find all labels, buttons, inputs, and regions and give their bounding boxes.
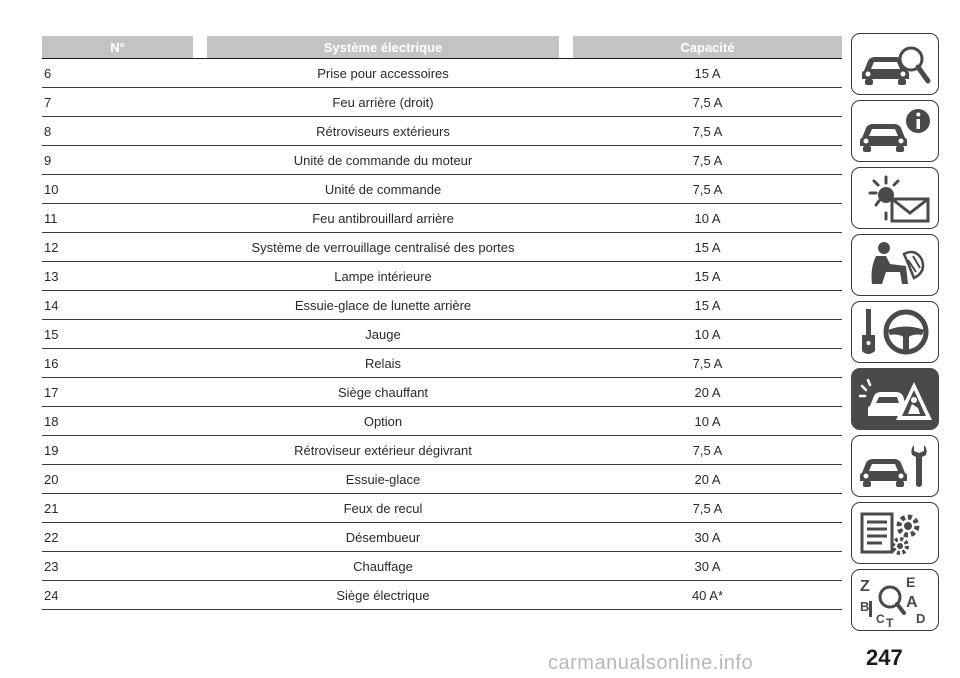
fuse-capacity: 15 A: [694, 239, 721, 255]
header-system: Système électrique: [207, 36, 559, 58]
fuse-system: Siège électrique: [336, 587, 430, 603]
table-header: [42, 36, 842, 58]
fuse-capacity: 7,5 A: [692, 500, 723, 516]
index-letter: C: [876, 612, 885, 626]
fuse-capacity: 40 A*: [691, 587, 724, 603]
fuse-number: 24: [44, 587, 59, 603]
fuse-number: 7: [44, 94, 52, 110]
page-number: 247: [866, 645, 903, 670]
fuse-system: Unité de commande du moteur: [293, 152, 473, 168]
fuse-system: Jauge: [365, 326, 401, 342]
fuse-number: 15: [44, 326, 59, 342]
table-row: [42, 88, 842, 117]
table-row: [42, 320, 842, 349]
table-row: [42, 204, 842, 233]
fuse-capacity: 30 A: [694, 558, 721, 574]
fuse-number: 6: [44, 65, 52, 81]
fuse-number: 8: [44, 123, 52, 139]
fuse-number: 9: [44, 152, 52, 168]
chapter-tab-safety[interactable]: [851, 234, 939, 296]
chapter-tab-emergency[interactable]: [851, 368, 939, 430]
chapter-tab-car-info[interactable]: [851, 100, 939, 162]
fuse-capacity: 7,5 A: [692, 152, 723, 168]
chapter-tab-maintenance[interactable]: [851, 435, 939, 497]
warning-light-message-icon: [856, 171, 934, 225]
table-row: [42, 436, 842, 465]
fuse-system: Lampe intérieure: [334, 268, 432, 284]
chapter-tab-car-search[interactable]: [851, 33, 939, 95]
table-row: [42, 59, 842, 88]
index-letter: B: [860, 599, 870, 614]
table-row: [42, 349, 842, 378]
index-letter: T: [886, 616, 894, 627]
table-row: [42, 378, 842, 407]
fuse-system: Feu arrière (droit): [332, 94, 434, 110]
fuse-number: 18: [44, 413, 59, 429]
table-row: [42, 175, 842, 204]
fuse-capacity: 7,5 A: [692, 123, 723, 139]
table-body: [42, 58, 842, 610]
fuse-system: Essuie-glace: [345, 471, 421, 487]
header-number: N°: [42, 36, 193, 58]
fuse-capacity: 20 A: [694, 471, 721, 487]
table-row: [42, 494, 842, 523]
fuse-number: 12: [44, 239, 59, 255]
fuse-capacity: 7,5 A: [692, 442, 723, 458]
chapter-tab-warning-lights[interactable]: [851, 167, 939, 229]
car-emergency-icon: [856, 372, 934, 426]
fuse-capacity: 7,5 A: [692, 181, 723, 197]
table-row: [42, 262, 842, 291]
car-info-icon: [856, 104, 934, 158]
fuse-system: Unité de commande: [324, 181, 442, 197]
fuse-number: 21: [44, 500, 59, 516]
table-row: [42, 117, 842, 146]
specs-gear-icon: [856, 506, 934, 560]
table-row: [42, 146, 842, 175]
table-row: [42, 233, 842, 262]
index-letter: E: [906, 574, 916, 590]
fuse-capacity: 10 A: [694, 326, 721, 342]
table-row: [42, 407, 842, 436]
fuse-capacity: 15 A: [694, 65, 721, 81]
fuse-number: 14: [44, 297, 59, 313]
index-letter: A: [906, 594, 918, 611]
table-row: [42, 552, 842, 581]
fuse-system: Prise pour accessoires: [317, 65, 449, 81]
fuse-system: Chauffage: [353, 558, 413, 574]
fuse-number: 20: [44, 471, 59, 487]
fuse-capacity: 7,5 A: [692, 94, 723, 110]
table-row: [42, 465, 842, 494]
table-row: [42, 581, 842, 610]
fuse-number: 13: [44, 268, 59, 284]
table-row: [42, 523, 842, 552]
index-letter: D: [916, 611, 926, 626]
chapter-tab-index[interactable]: [851, 569, 939, 631]
chapter-tab-technical-data[interactable]: [851, 502, 939, 564]
fuse-system: Système de verrouillage centralisé des portes: [251, 239, 515, 255]
fuse-number: 10: [44, 181, 59, 197]
car-search-icon: [856, 37, 934, 91]
fuse-capacity: 10 A: [694, 413, 721, 429]
fuse-system: Option: [363, 413, 403, 429]
fuse-system: Siège chauffant: [337, 384, 429, 400]
fuse-system: Désembueur: [345, 529, 421, 545]
fuse-number: 23: [44, 558, 59, 574]
fuse-capacity: 15 A: [694, 268, 721, 284]
chapter-tabs: [851, 33, 943, 636]
fuse-number: 16: [44, 355, 59, 371]
index-search-icon: [856, 573, 934, 627]
fuse-system: Relais: [364, 355, 402, 371]
watermark: carmanualsonline.info: [548, 652, 754, 674]
fuse-system: Feu antibrouillard arrière: [312, 210, 454, 226]
fuse-system: Rétroviseurs extérieurs: [316, 123, 450, 139]
index-letter: Z: [860, 578, 870, 595]
fuse-system: Essuie-glace de lunette arrière: [294, 297, 472, 313]
fuse-number: 22: [44, 529, 59, 545]
seat-airbag-icon: [856, 238, 934, 292]
fuse-number: 19: [44, 442, 59, 458]
table-row: [42, 291, 842, 320]
fuse-capacity: 15 A: [694, 297, 721, 313]
fuse-table: [42, 36, 842, 610]
fuse-number: 11: [44, 210, 58, 226]
fuse-system: Feux de recul: [343, 500, 423, 516]
header-capacity: Capacité: [573, 36, 842, 58]
fuse-capacity: 7,5 A: [692, 355, 723, 371]
key-steering-wheel-icon: [856, 305, 934, 359]
fuse-capacity: 30 A: [694, 529, 721, 545]
fuse-number: 17: [44, 384, 59, 400]
fuse-capacity: 10 A: [694, 210, 721, 226]
car-wrench-icon: [856, 439, 934, 493]
chapter-tab-starting-driving[interactable]: [851, 301, 939, 363]
fuse-capacity: 20 A: [694, 384, 721, 400]
fuse-system: Rétroviseur extérieur dégivrant: [294, 442, 472, 458]
